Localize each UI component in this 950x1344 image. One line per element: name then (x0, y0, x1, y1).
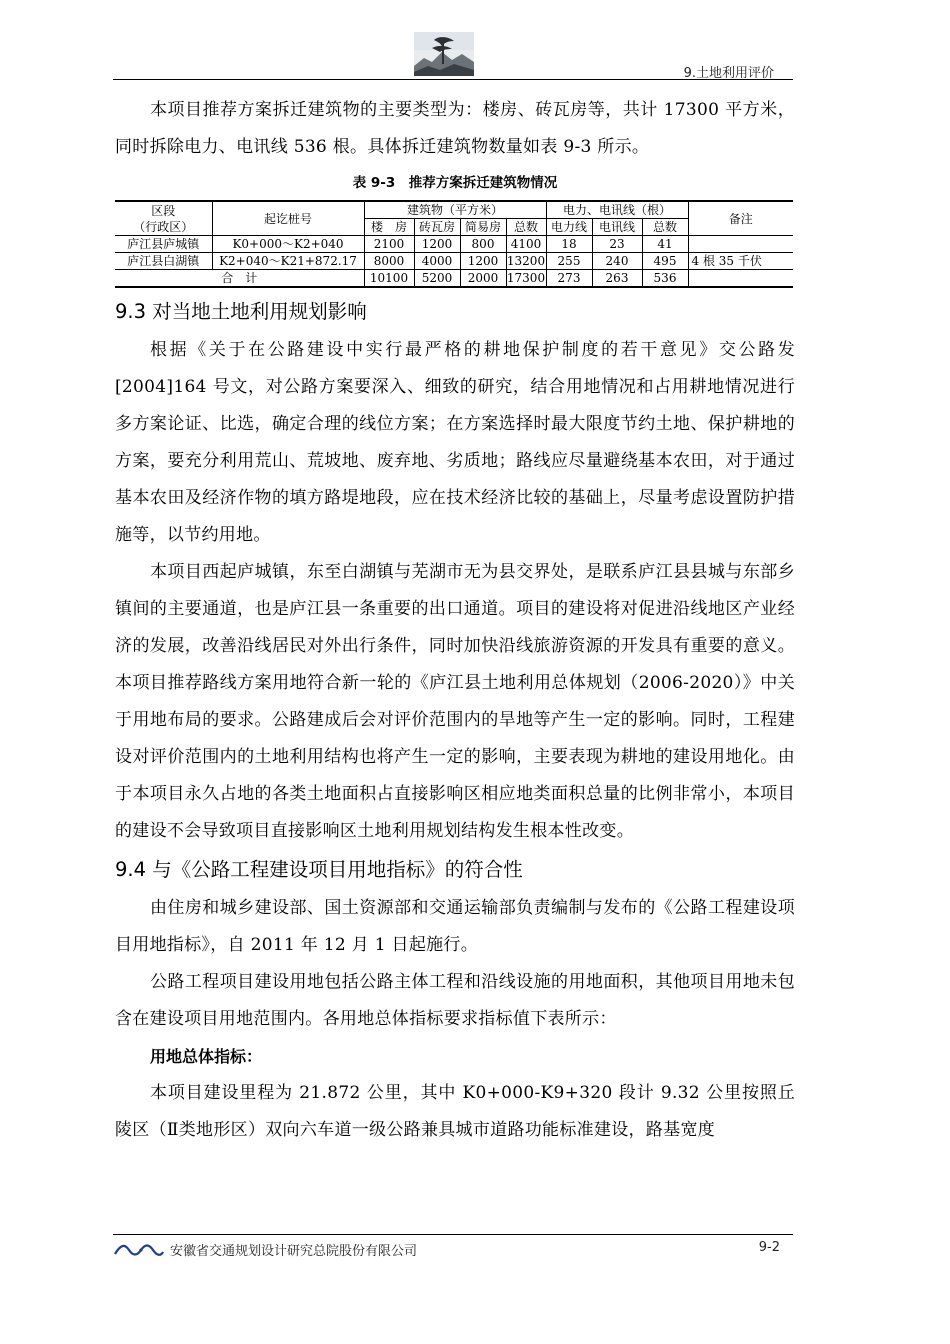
footer-rule (113, 1234, 793, 1235)
total-value: 17300 (506, 271, 546, 285)
subheader-cell: 总数 (642, 219, 688, 236)
row-value: 240 (592, 253, 642, 270)
footer-page-number: 9-2 (758, 1240, 780, 1255)
subheader-cell: 砖瓦房 (414, 219, 460, 236)
total-value: 2000 (460, 270, 506, 288)
table-total-row (115, 270, 793, 288)
row-value: 800 (460, 236, 506, 253)
section-9-4-paragraph-1: 由住房和城乡建设部、国土资源部和交通运输部负责编制与发布的《公路工程建设项目用地指标》，自 2011 年 12 月 1 日起施行。 (115, 898, 795, 955)
row-section: 庐江县庐城镇 (115, 236, 212, 253)
overall-index-label: 用地总体指标： (150, 1047, 263, 1066)
row-station: K2+040～K21+872.17 (212, 253, 364, 270)
table-row (115, 253, 793, 270)
row-value: 495 (642, 253, 688, 270)
row-note (688, 236, 793, 253)
subheader-cell: 总数 (506, 219, 546, 236)
header-building: 建筑物（平方米） (364, 201, 546, 219)
header-photo-icon (414, 32, 474, 76)
row-value: 13200 (506, 254, 546, 268)
row-value: 41 (642, 236, 688, 253)
header-station: 起讫桩号 (212, 201, 364, 236)
row-value: 1200 (460, 253, 506, 270)
row-value: 18 (546, 236, 592, 253)
total-value: 273 (546, 270, 592, 288)
table-row (115, 236, 793, 253)
total-value: 263 (592, 270, 642, 288)
row-value: 4100 (506, 236, 546, 253)
total-label: 合 计 (115, 270, 364, 288)
section-9-4-heading: 9.4 与《公路工程建设项目用地指标》的符合性 (115, 858, 523, 881)
section-9-4-paragraph-3: 本项目建设里程为 21.872 公里，其中 K0+000-K9+320 段计 9.32 公里按照丘陵区（Ⅱ类地形区）双向六车道一级公路兼具城市道路功能标准建设，路基宽度 (115, 1083, 795, 1140)
header-lines: 电力、电讯线（根） (546, 201, 688, 219)
row-value: 1200 (414, 236, 460, 253)
intro-paragraph: 本项目推荐方案拆迁建筑物的主要类型为：楼房、砖瓦房等，共计 17300 平方米，同时拆除电力、电讯线 536 根。具体拆迁建筑物数量如表 9-3 所示。 (115, 100, 795, 157)
subheader-cell: 电力线 (546, 219, 592, 236)
section-9-3-heading: 9.3 对当地土地利用规划影响 (115, 300, 367, 323)
row-station: K0+000～K2+040 (212, 236, 364, 253)
header-section-sub: （行政区） (133, 219, 194, 234)
page-body (115, 92, 795, 1149)
footer-organization: 安徽省交通规划设计研究总院股份有限公司 (170, 1244, 418, 1259)
subheader-cell: 简易房 (460, 219, 506, 236)
subheader-cell: 电讯线 (592, 219, 642, 236)
row-section: 庐江县白湖镇 (115, 253, 212, 270)
demolition-table (115, 200, 793, 288)
header-note: 备注 (688, 201, 793, 236)
row-value: 2100 (364, 236, 414, 253)
total-value: 10100 (364, 270, 414, 288)
row-value: 23 (592, 236, 642, 253)
section-9-3-paragraph-2: 本项目西起庐城镇，东至白湖镇与芜湖市无为县交界处，是联系庐江县县城与东部乡镇间的主要通道，也是庐江县一条重要的出口通道。项目的建设将对促进沿线地区产业经济的发展，改善沿线居民对外出行条件，同时加快沿线旅游资源的开发具有重要的意义。本项目推荐路线方案用地符合新一轮的《庐江县土地利用总体规划（2006-2020）》中关于用地布局的要求。公路建成后会对评价范围内的旱地等产生一定的影响。同时，工程建设对评价范围内的土地利用结构也将产生一定的影响，主要表现为耕地的建设用地化。由于本项目永久占地的各类土地面积占直接影响区相应地类面积总量的比例非常小，本项目的建设不会导致项目直接影响区土地利用规划结构发生根本性改变。 (115, 562, 795, 841)
section-9-3-paragraph-1: 根据《关于在公路建设中实行最严格的耕地保护制度的若干意见》交公路发[2004]164 号文，对公路方案要深入、细致的研究，结合用地情况和占用耕地情况进行多方案论证、比选，确定合理的线位方案；在方案选择时最大限度节约土地、保护耕地的方案，要充分利用荒山、荒坡地、废弃地、劣质地；路线应尽量避绕基本农田，对于通过基本农田及经济作物的填方路堤地段，应在技术经济比较的基础上，尽量考虑设置防护措施等，以节约用地。 (115, 340, 795, 545)
row-note: 4 根 35 千伏 (688, 253, 793, 270)
header-section-title: 9.土地利用评价 (683, 66, 774, 81)
header-rule (113, 79, 793, 80)
header-section-cell (115, 201, 212, 236)
table-header-row (115, 201, 793, 219)
section-9-4-paragraph-2: 公路工程项目建设用地包括公路主体工程和沿线设施的用地面积，其他项目用地未包含在建设项目用地范围内。各用地总体指标要求指标值下表所示： (115, 972, 795, 1029)
wave-logo-icon (113, 1238, 165, 1264)
table-caption: 表 9-3 推荐方案拆迁建筑物情况 (352, 175, 558, 191)
total-value: 5200 (414, 270, 460, 288)
total-note (688, 270, 793, 288)
row-value: 255 (546, 253, 592, 270)
subheader-cell: 楼 房 (364, 219, 414, 236)
total-value: 536 (642, 270, 688, 288)
row-value: 4000 (414, 253, 460, 270)
row-value: 8000 (364, 253, 414, 270)
header-section-label: 区段 (151, 203, 176, 218)
